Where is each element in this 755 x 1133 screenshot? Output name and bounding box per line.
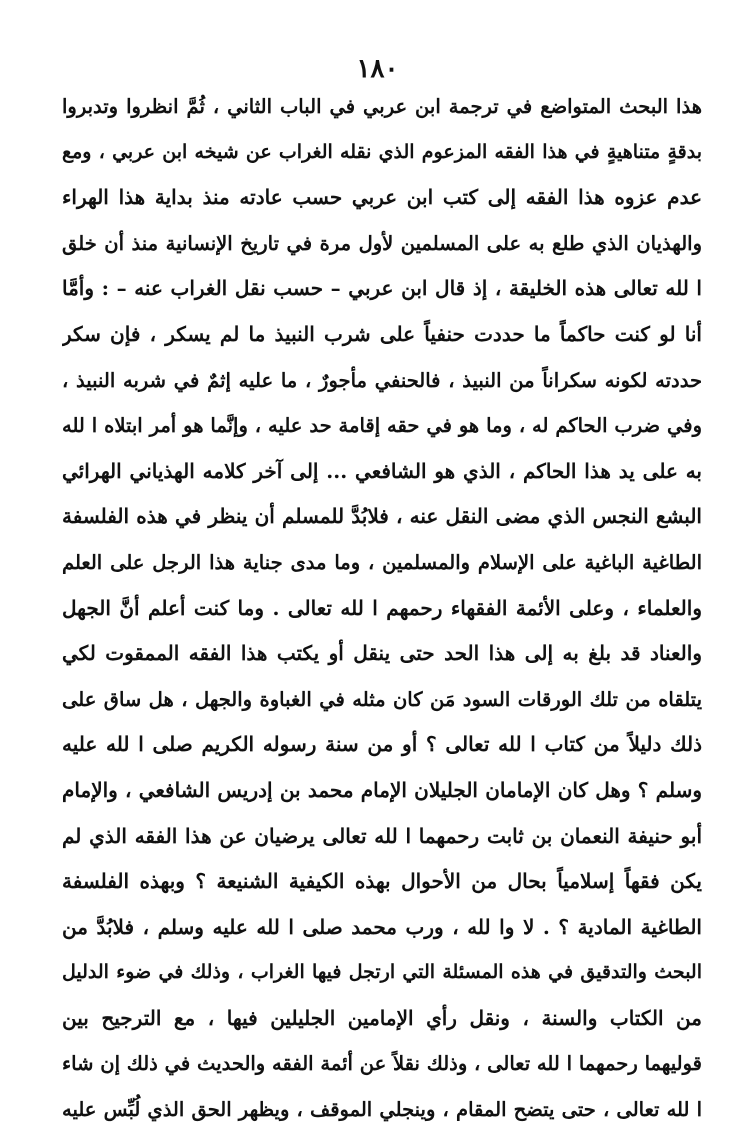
body-text: [62, 84, 702, 1133]
text-line: البحث والتدقيق في هذه المسئلة التي ارتجل فيها الغراب ، وذلك في ضوء الدليل: [62, 961, 702, 984]
text-line: الطاغية الباغية على الإسلام والمسلمين ، وما مدى جناية هذا الرجل على العلم: [62, 550, 702, 574]
text-line: أنا لو كنت حاكماً ما حددت حنفياً على شرب النبيذ ما لم يسكر ، فإن سكر: [62, 321, 702, 346]
text-line: حددته لكونه سكراناً من النبيذ ، فالحنفي مأجورٌ ، ما عليه إثمٌ في شربه النبيذ ،: [62, 368, 702, 392]
text-line: وسلم ؟ وهل كان الإمامان الجليلان الإمام محمد بن إدريس الشافعي ، والإمام: [62, 777, 702, 802]
text-line: قوليهما رحمهما ا لله تعالى ، وذلك نقلاً عن أئمة الفقه والحديث في ذلك إن شاء: [62, 1052, 702, 1076]
text-line: ذلك دليلاً من كتاب ا لله تعالى ؟ أو من سنة رسوله الكريم صلى ا لله عليه: [62, 732, 702, 757]
text-line: والعلماء ، وعلى الأئمة الفقهاء رحمهم ا لله تعالى . وما كنت أعلم أنَّ الجهل: [62, 595, 702, 620]
text-line: بدقةٍ متناهيةٍ في هذا الفقه المزعوم الذي نقله الغراب عن شيخه ابن عربي ، ومع: [62, 140, 702, 163]
text-line: هذا البحث المتواضع في ترجمة ابن عربي في الباب الثاني ، ثُمَّ انظروا وتدبروا: [62, 95, 702, 118]
text-line: عدم عزوه هذا الفقه إلى كتب ابن عربي حسب عادته منذ بداية هذا الهراء: [62, 185, 702, 210]
text-line: وفي ضرب الحاكم له ، وما هو في حقه إقامة حد عليه ، وإنَّما هو أمر ابتلاه ا لله: [62, 414, 702, 438]
text-line: والعناد قد بلغ به إلى هذا الحد حتى ينقل أو يكتب هذا الفقه الممقوت لكي: [62, 641, 702, 666]
text-line: ا لله تعالى هذه الخليقة ، إذ قال ابن عربي – حسب نقل الغراب عنه – : وأمَّا: [62, 276, 702, 301]
text-line: البشع النجس الذي مضى النقل عنه ، فلابُدَّ للمسلم أن ينظر في هذه الفلسفة: [62, 504, 702, 529]
page-number: ١٨٠: [356, 54, 399, 84]
text-line: يكن فقهاً إسلامياً بحال من الأحوال بهذه الكيفية الشنيعة ؟ وبهذه الفلسفة: [62, 869, 702, 894]
text-line: والهذيان الذي طلع به على المسلمين لأول مرة في تاريخ الإنسانية منذ أن خلق: [62, 231, 702, 255]
text-line: أبو حنيفة النعمان بن ثابت رحمهما ا لله تعالى يرضيان عن هذا الفقه الذي لم: [62, 823, 702, 848]
text-line: ا لله تعالى ، حتى يتضح المقام ، وينجلي الموقف ، ويظهر الحق الذي لُبِّس عليه: [62, 1098, 702, 1122]
text-line: من الكتاب والسنة ، ونقل رأي الإمامين الجليلين فيها ، مع الترجيح بين: [62, 1005, 702, 1030]
text-line: الطاغية المادية ؟ . لا وا لله ، ورب محمد صلى ا لله عليه وسلم ، فلابُدَّ من: [62, 914, 702, 939]
text-line: يتلقاه من تلك الورقات السود مَن كان مثله في الغباوة والجهل ، هل ساق على: [62, 687, 702, 711]
text-line: به على يد هذا الحاكم ، الذي هو الشافعي ... إلى آخر كلامه الهذياني الهرائي: [62, 458, 702, 483]
